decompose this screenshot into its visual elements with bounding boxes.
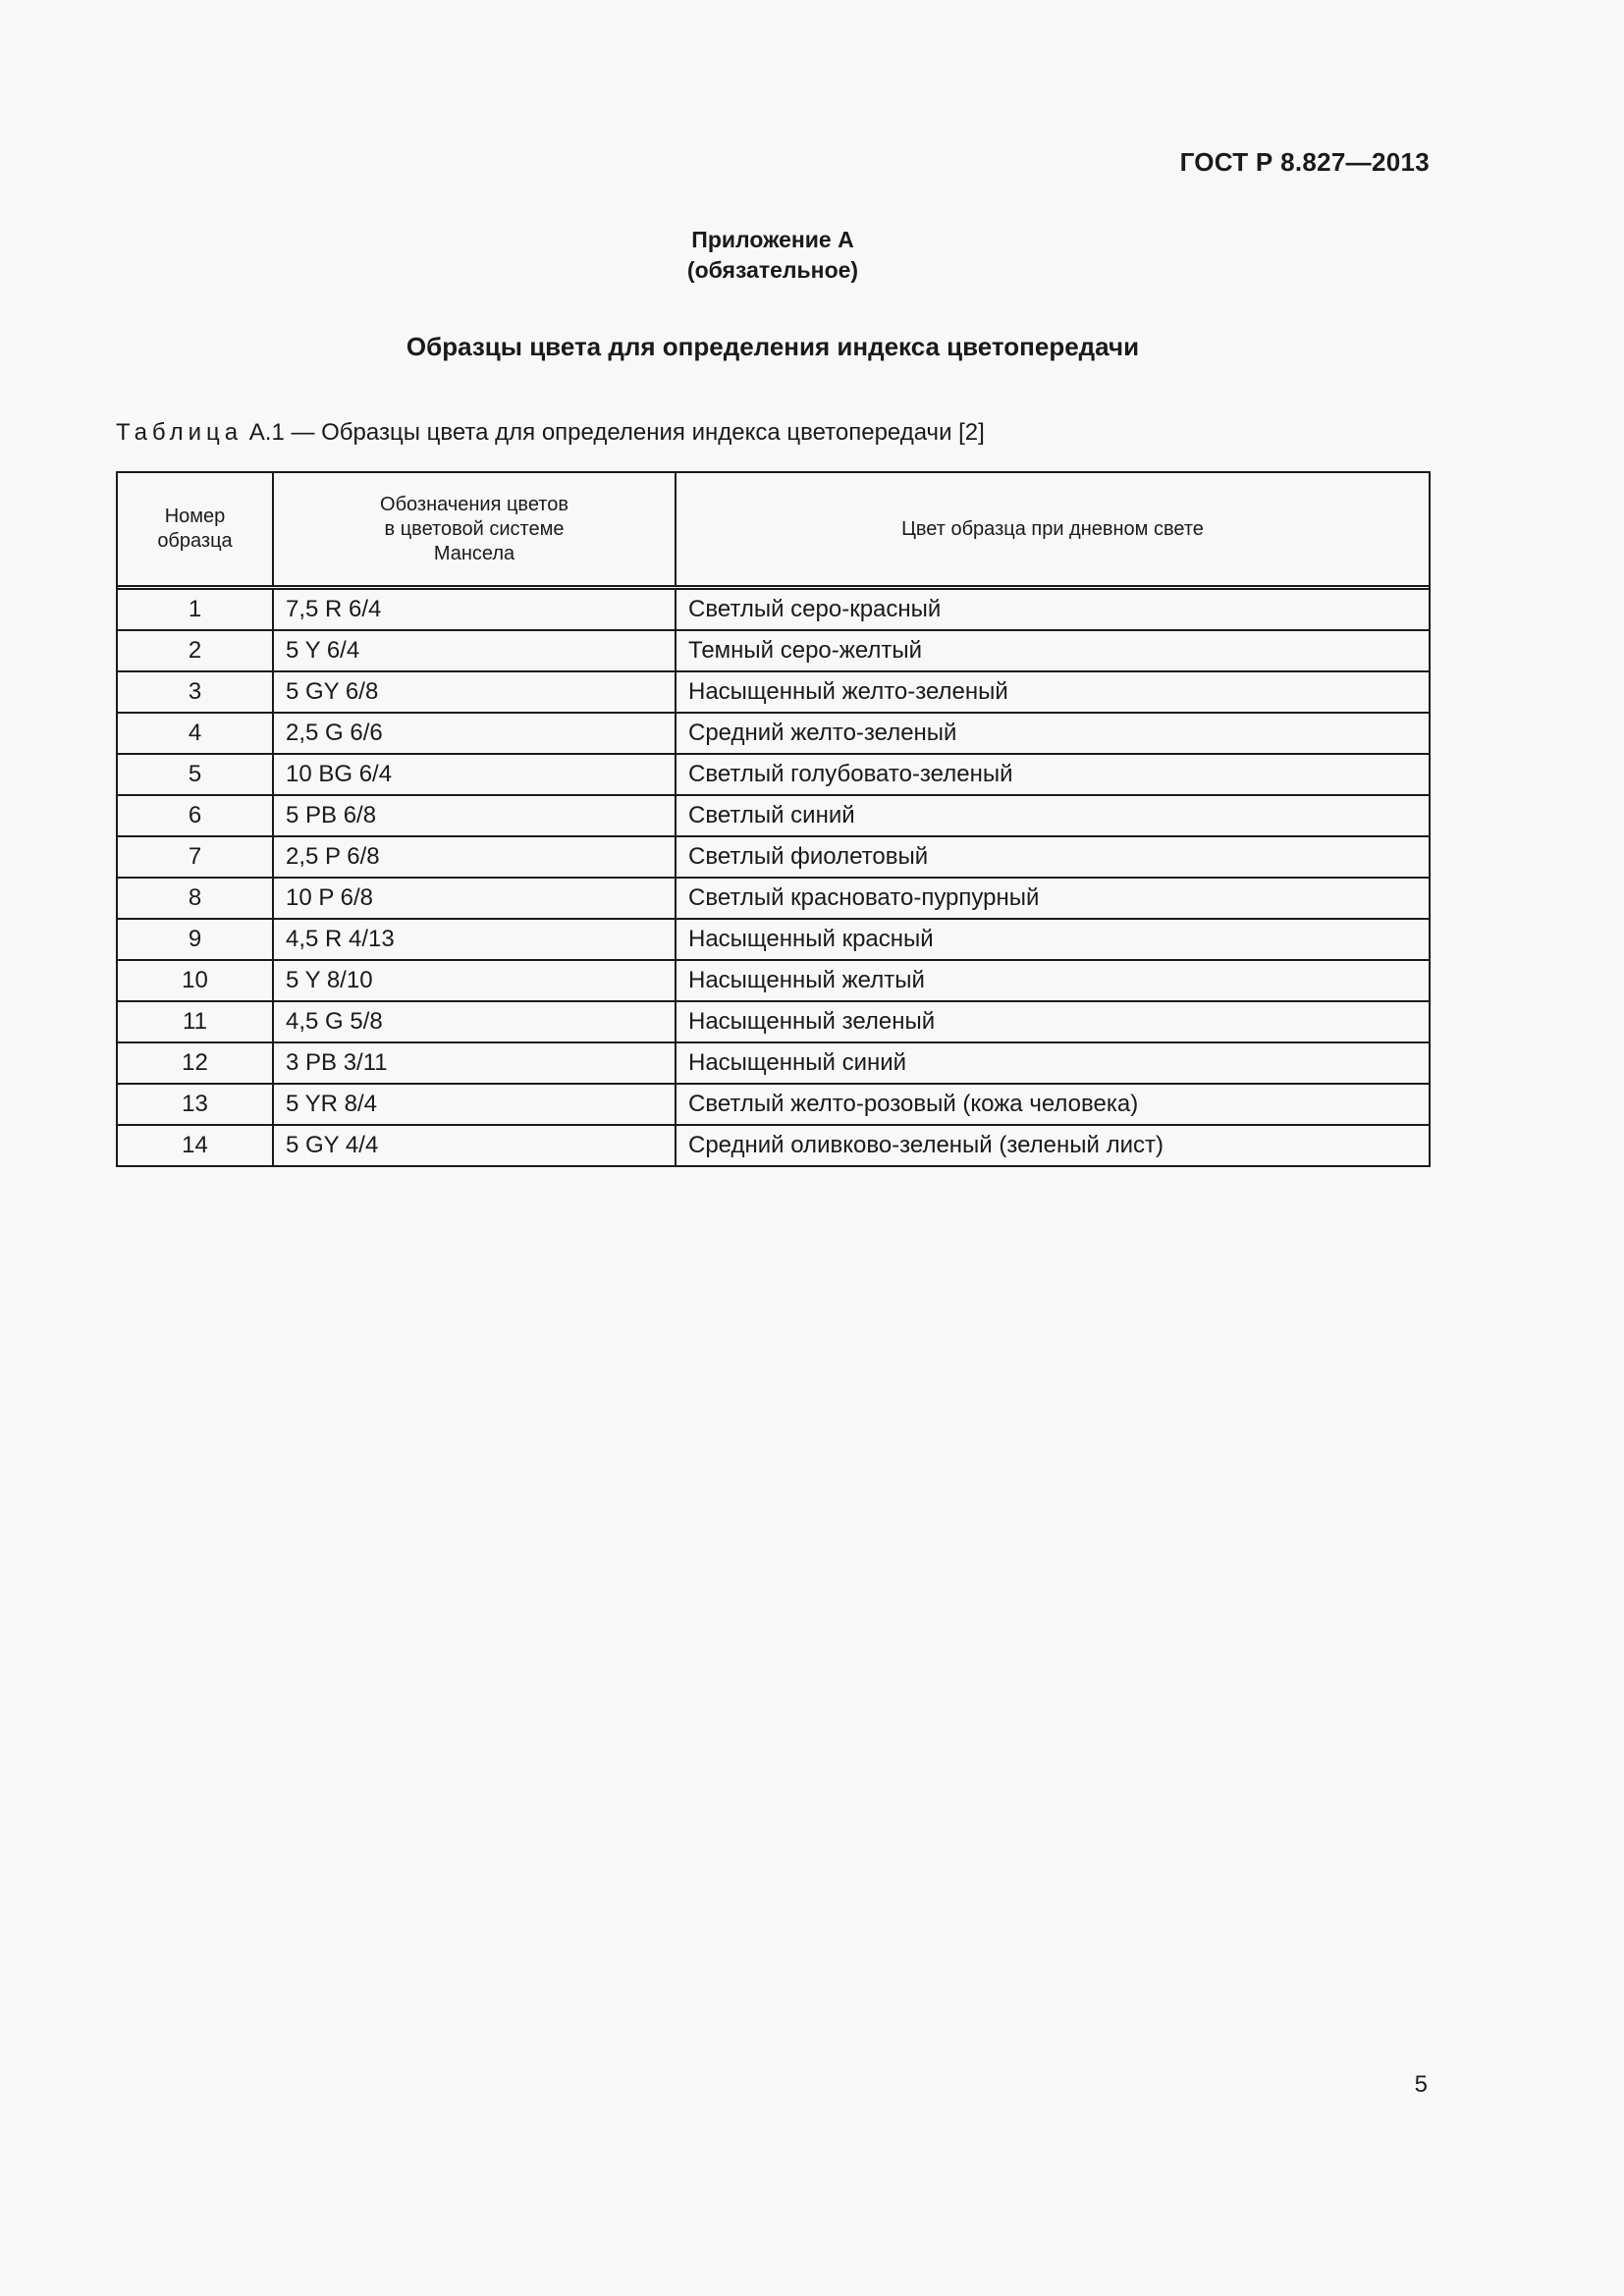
munsell-code: 7,5 R 6/4 — [273, 588, 676, 631]
table-row — [118, 630, 1429, 671]
table-row — [118, 1042, 1429, 1084]
table-row — [118, 1125, 1429, 1165]
daylight-color: Насыщенный синий — [676, 1042, 1429, 1084]
header-munsell-line: Обозначения цветов — [380, 493, 568, 515]
daylight-color: Насыщенный желто-зеленый — [676, 671, 1429, 713]
header-daylight-color: Цвет образца при дневном свете — [901, 517, 1204, 540]
appendix-title: Приложение А — [691, 227, 854, 252]
appendix-status: (обязательное) — [686, 257, 859, 283]
table-row — [118, 878, 1429, 919]
page-number: 5 — [1414, 2071, 1428, 2098]
sample-number: 6 — [118, 795, 273, 836]
document-code: ГОСТ Р 8.827—2013 — [1179, 147, 1430, 177]
sample-number: 5 — [118, 754, 273, 795]
sample-number: 1 — [118, 588, 273, 631]
munsell-code: 2,5 G 6/6 — [273, 713, 676, 754]
header-sample-number-line: образца — [157, 530, 233, 552]
sample-number: 8 — [118, 878, 273, 919]
table-row — [118, 919, 1429, 960]
munsell-code: 5 GY 4/4 — [273, 1125, 676, 1165]
munsell-code: 3 PB 3/11 — [273, 1042, 676, 1084]
header-munsell-line: в цветовой системе — [384, 517, 565, 540]
section-title: Образцы цвета для определения индекса цветопередачи — [406, 332, 1140, 361]
munsell-code: 5 Y 8/10 — [273, 960, 676, 1001]
table-row — [118, 795, 1429, 836]
munsell-code: 10 BG 6/4 — [273, 754, 676, 795]
table-row — [118, 671, 1429, 713]
table-row — [118, 960, 1429, 1001]
daylight-color: Насыщенный красный — [676, 919, 1429, 960]
table-row — [118, 754, 1429, 795]
table-caption-label: Таблица — [116, 419, 244, 446]
header-sample-number-line: Номер — [164, 506, 226, 527]
daylight-color: Светлый фиолетовый — [676, 836, 1429, 878]
table-row — [118, 1001, 1429, 1042]
sample-number: 11 — [118, 1001, 273, 1042]
munsell-code: 4,5 G 5/8 — [273, 1001, 676, 1042]
daylight-color: Светлый желто-розовый (кожа человека) — [676, 1084, 1429, 1125]
table-row — [118, 713, 1429, 754]
sample-number: 9 — [118, 919, 273, 960]
header-munsell-designation — [273, 473, 676, 588]
table-row — [118, 588, 1429, 631]
sample-number: 7 — [118, 836, 273, 878]
munsell-code: 10 P 6/8 — [273, 878, 676, 919]
table-row — [118, 1084, 1429, 1125]
sample-number: 4 — [118, 713, 273, 754]
munsell-code: 5 PB 6/8 — [273, 795, 676, 836]
table-header-row — [118, 473, 1429, 588]
table-row — [118, 836, 1429, 878]
table-caption-text: А.1 — Образцы цвета для определения индекса цветопередачи [2] — [248, 419, 985, 446]
daylight-color: Светлый красновато-пурпурный — [676, 878, 1429, 919]
header-sample-number — [118, 473, 273, 588]
daylight-color: Насыщенный желтый — [676, 960, 1429, 1001]
table-caption — [116, 419, 985, 447]
daylight-color: Средний желто-зеленый — [676, 713, 1429, 754]
daylight-color: Светлый серо-красный — [688, 596, 942, 622]
sample-number: 13 — [118, 1084, 273, 1125]
daylight-color: Насыщенный зеленый — [676, 1001, 1429, 1042]
daylight-color: Средний оливково-зеленый (зеленый лист) — [676, 1125, 1429, 1165]
munsell-code: 5 Y 6/4 — [273, 630, 676, 671]
color-samples-table-grid — [118, 473, 1429, 1165]
color-samples-table — [116, 471, 1431, 1167]
munsell-code: 5 YR 8/4 — [273, 1084, 676, 1125]
daylight-color: Темный серо-желтый — [676, 630, 1429, 671]
header-munsell-line: Мансела — [433, 542, 515, 564]
sample-number: 10 — [118, 960, 273, 1001]
munsell-code: 4,5 R 4/13 — [273, 919, 676, 960]
appendix-heading — [0, 225, 1545, 286]
sample-number: 2 — [118, 630, 273, 671]
daylight-color: Светлый голубовато-зеленый — [676, 754, 1429, 795]
sample-number: 14 — [118, 1125, 273, 1165]
sample-number: 3 — [118, 671, 273, 713]
munsell-code: 5 GY 6/8 — [273, 671, 676, 713]
daylight-color: Светлый синий — [676, 795, 1429, 836]
sample-number: 12 — [118, 1042, 273, 1084]
munsell-code: 2,5 P 6/8 — [273, 836, 676, 878]
